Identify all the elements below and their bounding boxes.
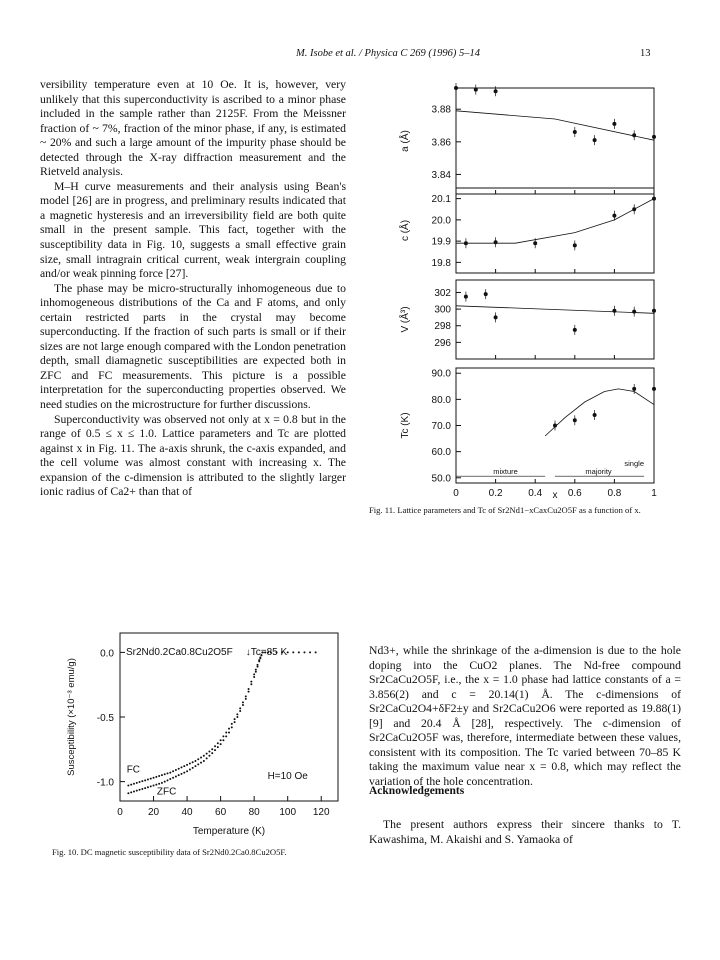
y-tick-label: 80.0 (431, 394, 451, 406)
data-point (147, 778, 149, 780)
data-point (612, 122, 616, 126)
data-point (573, 418, 577, 422)
data-point (239, 710, 241, 712)
y-tick-label: 50.0 (431, 473, 451, 485)
data-point (147, 786, 149, 788)
y-tick-label: 70.0 (431, 421, 451, 432)
x-tick-label: 80 (248, 807, 260, 818)
data-point (194, 760, 196, 762)
y-axis-label: V (Å³) (400, 306, 411, 333)
data-point (632, 133, 636, 137)
data-point (315, 651, 317, 653)
acknowledgements-heading: Acknowledgements (369, 785, 465, 797)
data-point (161, 774, 163, 776)
paragraph: Superconductivity was observed not only at x = 0.8 but in the range of 0.5 ≤ x ≤ 1.0. Lattice parameters and Tc are plotted against x in Fig. 11. The a-axis shrunk, the c-axis expanded, and the cell volume was almost constant with increasing x. The expansion of the c-dimension is attributed to the slightly larger ionic radius of Ca2+ than that of (40, 412, 346, 499)
data-point (533, 241, 537, 245)
y-tick-label: 296 (434, 337, 451, 349)
data-point (652, 387, 656, 391)
data-point (217, 746, 219, 748)
data-point (214, 745, 216, 747)
tc-label: ↓Tc=85 K (245, 647, 288, 658)
data-point (234, 721, 236, 723)
data-point (167, 779, 169, 781)
x-axis-label: x (552, 490, 558, 498)
y-tick-label: 0.0 (100, 648, 114, 660)
data-point (593, 138, 597, 142)
data-point (248, 688, 250, 690)
y-tick-label: 3.86 (431, 137, 451, 149)
x-tick-label: 20 (147, 807, 160, 818)
data-point (155, 776, 157, 778)
data-point (253, 676, 255, 678)
data-point (153, 784, 155, 786)
y-tick-label: 60.0 (431, 447, 451, 459)
data-point (652, 135, 656, 139)
x-tick-label: 0.8 (607, 488, 622, 498)
data-point (178, 774, 180, 776)
data-point (150, 778, 152, 780)
data-point (197, 758, 199, 760)
data-point (167, 772, 169, 774)
data-point (573, 328, 577, 332)
fit-curve (456, 111, 654, 140)
data-point (186, 770, 188, 772)
data-point (494, 89, 498, 93)
data-point (253, 673, 255, 675)
fit-curve (456, 306, 654, 314)
data-point (197, 763, 199, 765)
data-point (136, 782, 138, 784)
paragraph: versibility temperature even at 10 Oe. It is, however, very unlikely that this superconductivity is ascribed to a minor phase included in the sample rather than 2125F. From the Meissner fraction of ~ 7%, fraction of the minor phase, if any, is estimated ~ 20% and such a large amount of the impurity phase should be detected through the X-ray diffraction measurement and the Rietveld analysis. (40, 78, 346, 179)
data-point (175, 769, 177, 771)
data-point (164, 781, 166, 783)
data-point (652, 309, 656, 313)
x-tick-label: 40 (181, 807, 193, 818)
y-tick-label: 19.9 (431, 236, 451, 248)
data-point (573, 243, 577, 247)
y-tick-label: 3.88 (431, 104, 451, 116)
x-tick-label: 1 (651, 488, 657, 498)
fit-curve (456, 199, 654, 244)
field-label: H=10 Oe (267, 771, 308, 783)
data-point (127, 784, 129, 786)
panel-frame (456, 188, 654, 273)
x-tick-label: 0 (453, 488, 459, 498)
data-point (257, 666, 259, 668)
data-point (206, 757, 208, 759)
data-point (139, 781, 141, 783)
data-point (245, 698, 247, 700)
data-point (234, 718, 236, 720)
data-point (206, 753, 208, 755)
figure-11-chart (378, 68, 660, 498)
data-point (632, 310, 636, 314)
data-point (153, 777, 155, 779)
data-point (494, 315, 498, 319)
data-point (255, 671, 257, 673)
mixture-label: mixture (493, 467, 518, 477)
y-axis-label: Tc (K) (400, 412, 411, 439)
y-tick-label: 20.0 (431, 215, 451, 227)
data-point (612, 214, 616, 218)
data-point (652, 197, 656, 201)
data-point (175, 775, 177, 777)
data-point (183, 765, 185, 767)
x-axis-label: Temperature (K) (192, 826, 266, 837)
data-point (172, 777, 174, 779)
left-column-text (40, 78, 346, 500)
data-point (464, 241, 468, 245)
paragraph: M–H curve measurements and their analysis using Bean's model [26] are in progress, and preliminary results indicated that a magnetic hysteresis and an irreversibility field are both quite small in the present sample. This fact, together with the susceptibility data in Fig. 10, suggests a small effective grain size, small intragrain critical current, weak intergrain coupling and/or weak pinning force [27]. (40, 179, 346, 281)
data-point (258, 660, 260, 662)
data-point (139, 789, 141, 791)
y-axis-label: c (Å) (400, 219, 411, 242)
y-tick-label: 298 (434, 321, 451, 333)
data-point (250, 683, 252, 685)
paragraph: The phase may be micro-structurally inhomogeneous due to inhomogeneous distributions of the Ca and F atoms, and only certain restricted parts in the crystal may become superconducting. If the fraction of such parts is small or if their sizes are not large enough compared with the London penetration depth, small diamagnetic susceptibilities are expected both in ZFC and FC measurements. This picture is a possible interpretation for the superconducting properties observed. We need studies on the microstructure for further discussions. (40, 281, 346, 412)
data-point (200, 762, 202, 764)
y-axis-label: a (Å) (400, 130, 411, 152)
data-point (298, 651, 300, 653)
data-point (144, 787, 146, 789)
data-point (214, 749, 216, 751)
data-point (141, 780, 143, 782)
data-point (228, 728, 230, 730)
x-tick-label: 0.2 (488, 488, 503, 498)
data-point (225, 732, 227, 734)
data-point (180, 766, 182, 768)
data-point (257, 664, 259, 666)
y-tick-label: -1.0 (96, 777, 114, 789)
data-point (169, 778, 171, 780)
data-point (192, 767, 194, 769)
data-point (203, 760, 205, 762)
data-point (236, 716, 238, 718)
data-point (222, 739, 224, 741)
data-point (494, 240, 498, 244)
data-point (189, 769, 191, 771)
single-label: single (624, 459, 645, 469)
data-point (231, 723, 233, 725)
data-point (242, 701, 244, 703)
x-tick-label: 60 (215, 807, 227, 818)
data-point (553, 424, 557, 428)
data-point (211, 752, 213, 754)
data-point (130, 784, 132, 786)
data-point (255, 669, 257, 671)
running-title: M. Isobe et al. / Physica C 269 (1996) 5–14 (295, 48, 480, 59)
data-point (303, 651, 305, 653)
data-point (220, 739, 222, 741)
data-point (130, 791, 132, 793)
y-tick-label: -0.5 (96, 713, 114, 724)
y-axis-label: Susceptibility (×10⁻³ emu/g) (66, 658, 77, 776)
paragraph: The present authors express their sincere thanks to T. Kawashima, M. Akaishi and S. Yamaoka of (369, 818, 681, 846)
y-tick-label: 19.8 (431, 257, 451, 269)
data-point (454, 86, 458, 90)
data-point (573, 130, 577, 134)
data-point (192, 761, 194, 763)
data-point (220, 743, 222, 745)
data-point (245, 695, 247, 697)
data-point (632, 207, 636, 211)
data-point (194, 765, 196, 767)
x-tick-label: 120 (312, 807, 330, 818)
x-tick-label: 0.4 (528, 488, 543, 498)
data-point (172, 770, 174, 772)
data-point (211, 748, 213, 750)
data-point (208, 750, 210, 752)
y-tick-label: 90.0 (431, 368, 451, 380)
compound-label: Sr2Nd0.2Ca0.8Cu2O5F (126, 647, 233, 658)
data-point (236, 713, 238, 715)
data-point (164, 773, 166, 775)
y-tick-label: 302 (434, 287, 451, 299)
data-point (178, 768, 180, 770)
data-point (228, 732, 230, 734)
data-point (208, 755, 210, 757)
data-point (593, 413, 597, 417)
figure-10-chart (40, 625, 350, 840)
right-column-text (369, 644, 681, 789)
data-point (141, 788, 143, 790)
data-point (144, 779, 146, 781)
data-point (222, 735, 224, 737)
data-point (161, 782, 163, 784)
data-point (158, 783, 160, 785)
data-point (150, 785, 152, 787)
data-point (612, 309, 616, 313)
data-point (158, 775, 160, 777)
acknowledgements-text (369, 818, 681, 847)
y-tick-label: 20.1 (431, 194, 451, 206)
majority-label: majority (585, 467, 612, 477)
data-point (189, 763, 191, 765)
fc-label: FC (126, 764, 141, 776)
data-point (309, 651, 311, 653)
data-point (292, 651, 294, 653)
data-point (250, 681, 252, 683)
data-point (239, 707, 241, 709)
fit-curve (545, 389, 654, 436)
data-point (242, 704, 244, 706)
zfc-label: ZFC (156, 786, 177, 798)
data-point (180, 773, 182, 775)
figure-11-caption: Fig. 11. Lattice parameters and Tc of Sr2Nd1−xCaxCu2O5F as a function of x. (369, 505, 641, 515)
data-point (217, 742, 219, 744)
data-point (474, 88, 478, 92)
data-point (186, 764, 188, 766)
data-point (155, 784, 157, 786)
x-tick-label: 0 (117, 807, 123, 818)
x-tick-label: 0.6 (567, 488, 582, 498)
data-point (203, 755, 205, 757)
panel-frame (456, 88, 654, 194)
data-point (127, 792, 129, 794)
data-point (200, 756, 202, 758)
data-point (225, 735, 227, 737)
data-point (248, 691, 250, 693)
data-point (183, 772, 185, 774)
data-point (231, 726, 233, 728)
y-tick-label: 3.84 (431, 169, 451, 181)
paragraph: Nd3+, while the shrinkage of the a-dimension is due to the hole doping into the CuO2 planes. The Nd-free compound Sr2CaCu2O5F, i.e., the x = 1.0 phase had lattice constants of a = 3.856(2) and c = 20.14(1) Å. The c-dimensions of Sr2CaCu2O4+δF2±y and Sr2CaCu2O6 were reported as 19.88(1) [9] and 20.4 Å [28], respectively. The c-dimension of Sr2CaCu2O5F was, therefore, intermediate between these values, consistent with its composition. The Tc varied between 70–85 K taking the maximum value near x = 0.8, which may reflect the variation of the hole concentration. (369, 644, 681, 788)
y-tick-label: 300 (434, 304, 451, 316)
data-point (133, 791, 135, 793)
page-number: 13 (640, 48, 651, 59)
x-tick-label: 100 (279, 807, 297, 818)
data-point (136, 790, 138, 792)
data-point (464, 295, 468, 299)
data-point (169, 772, 171, 774)
data-point (632, 387, 636, 391)
data-point (133, 783, 135, 785)
figure-10-caption: Fig. 10. DC magnetic susceptibility data of Sr2Nd0.2Ca0.8Cu2O5F. (52, 847, 287, 857)
data-point (484, 292, 488, 296)
